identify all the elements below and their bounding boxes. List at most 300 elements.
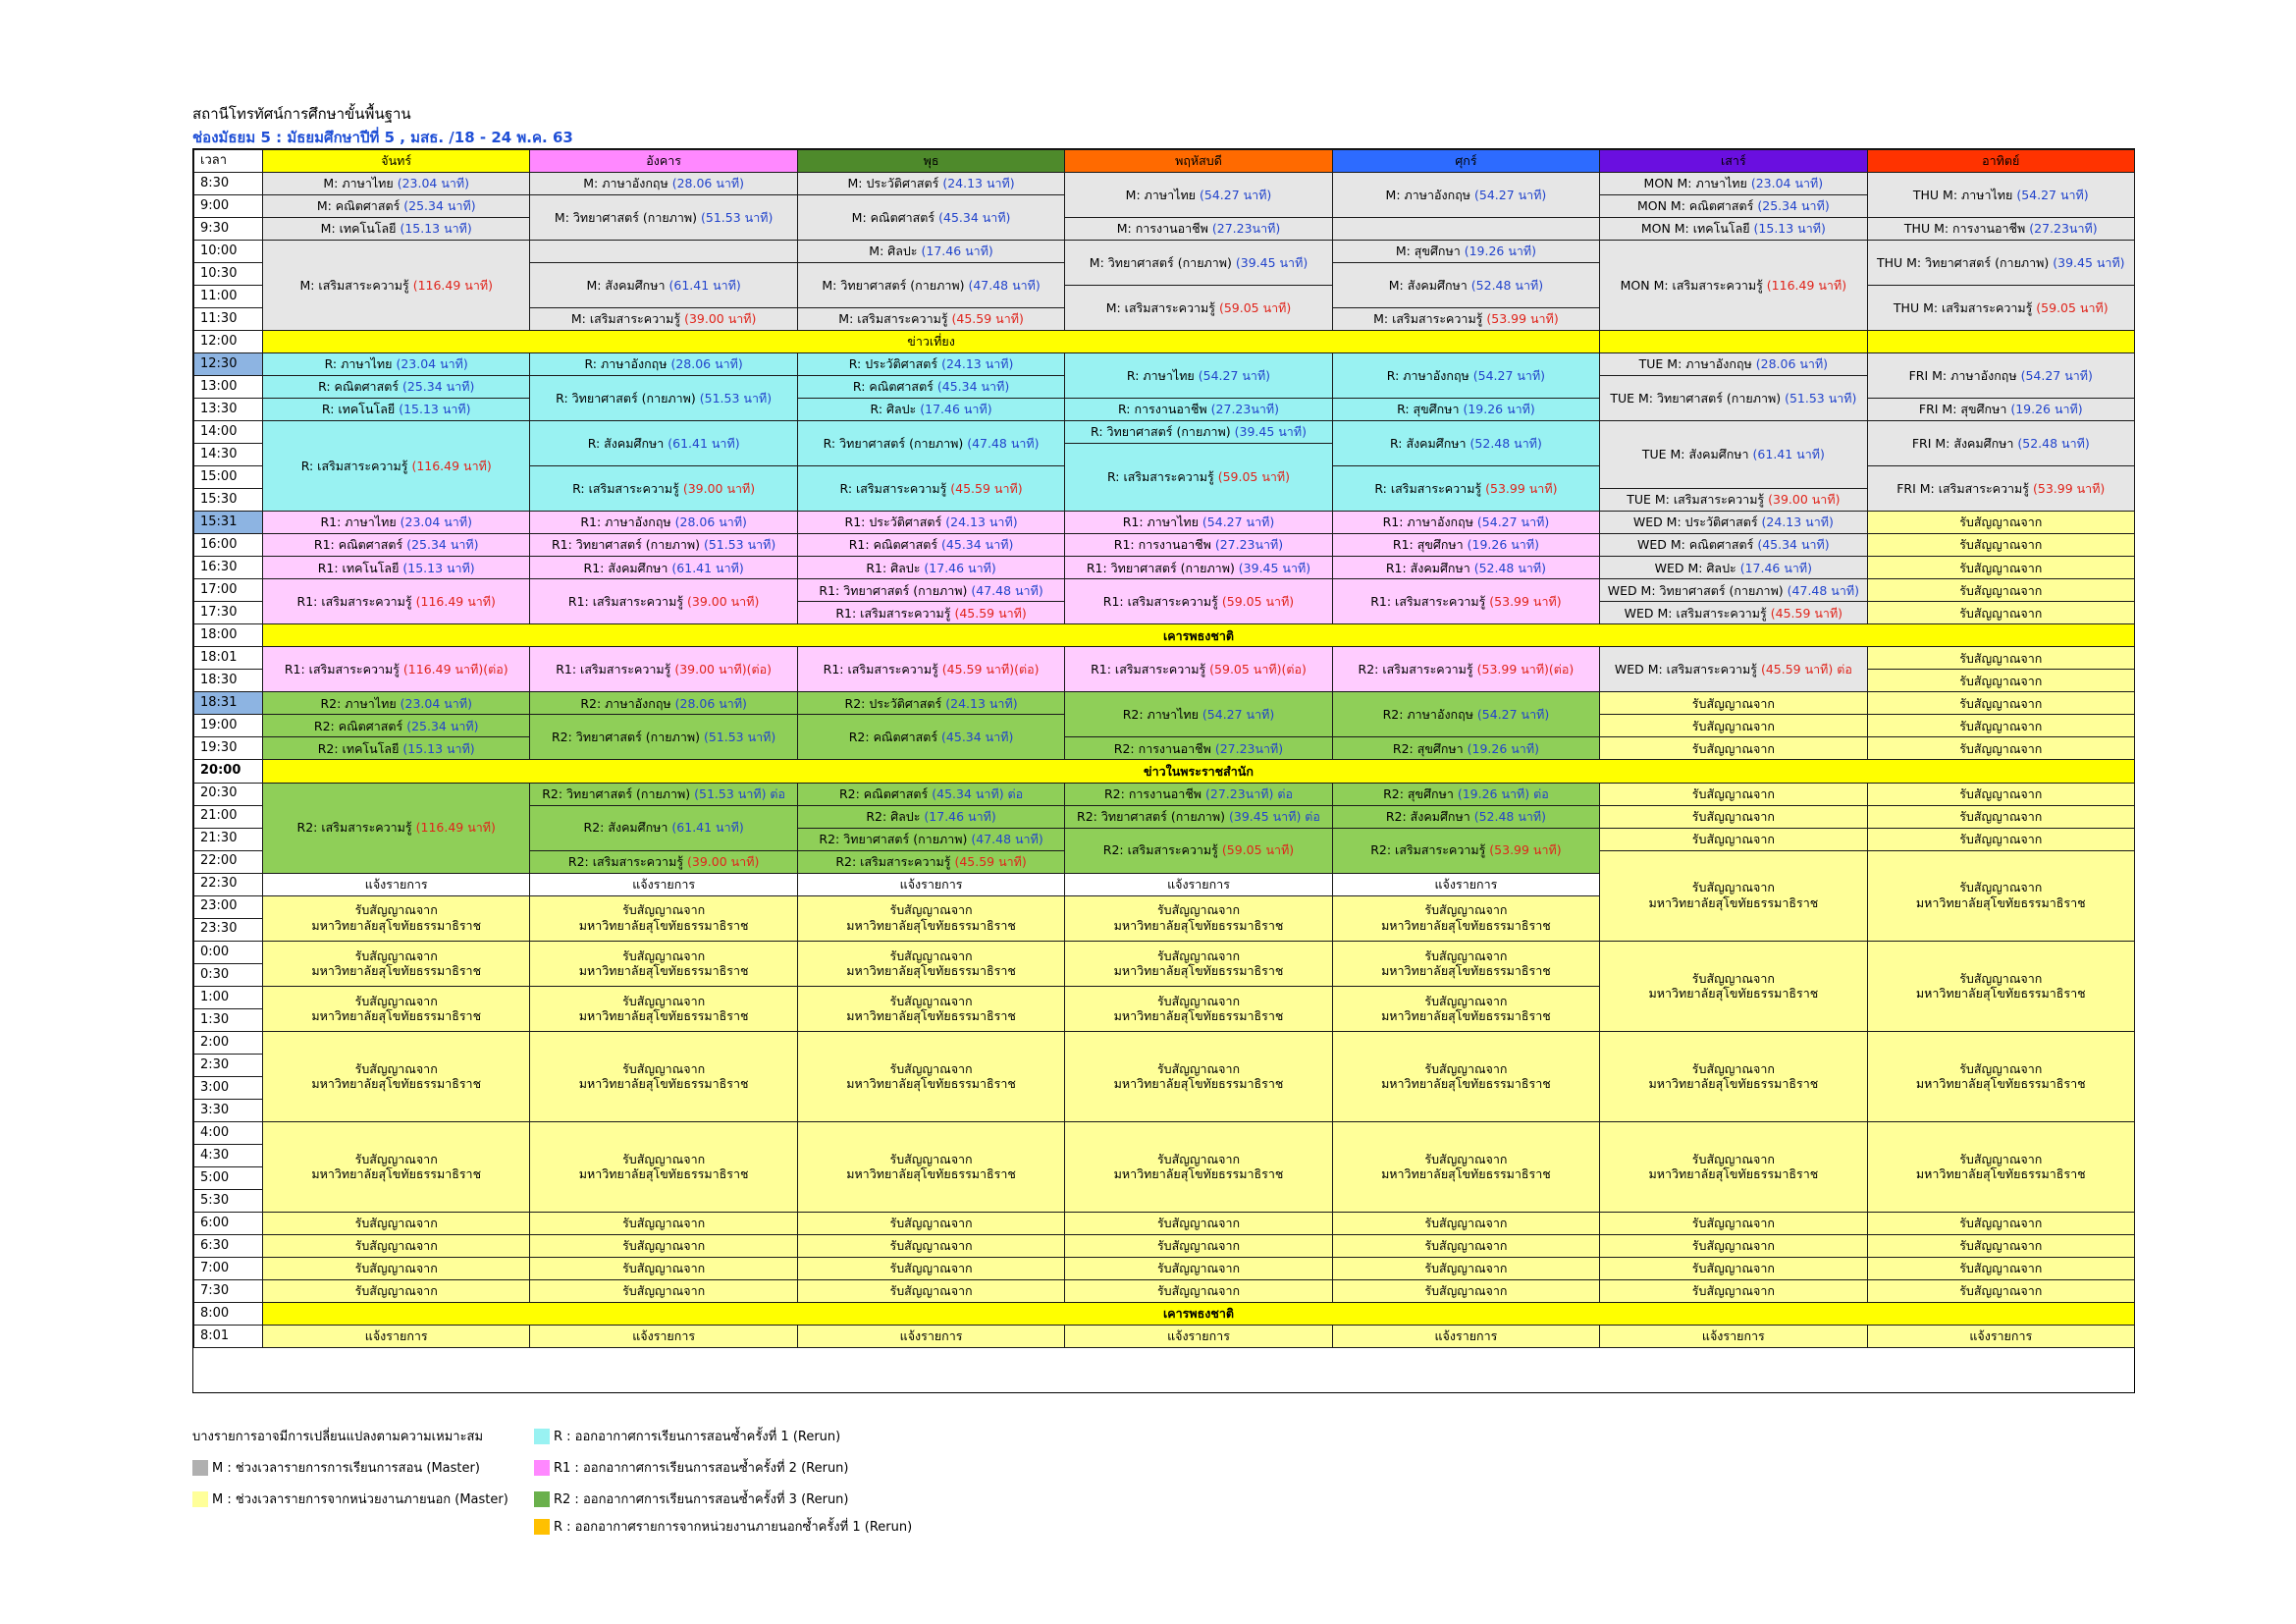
program-title: R2: เสริมสาระความรู้ xyxy=(567,853,684,869)
program-duration: (15.13 นาที) xyxy=(396,221,472,237)
program-cell xyxy=(797,895,1065,942)
program-cell xyxy=(262,217,530,241)
program-cell xyxy=(1332,1031,1600,1122)
program-duration: (24.13 นาที) xyxy=(1757,514,1834,530)
program-title: M: วิทยาศาสตร์ (กายภาพ) xyxy=(554,209,698,225)
program-duration: (25.34 นาที) xyxy=(1753,198,1830,214)
time-slot: 18:00 xyxy=(193,623,263,647)
program-cell xyxy=(1599,194,1867,218)
program-cell xyxy=(1064,646,1332,692)
program-title: M: การงานอาชีพ xyxy=(1116,221,1208,237)
program-cell xyxy=(1867,1031,2135,1122)
program-title: R1: วิทยาศาสตร์ (กายภาพ) xyxy=(551,537,700,553)
program-duration: (54.27 นาที) xyxy=(1196,187,1272,202)
time-slot: 16:30 xyxy=(193,556,263,579)
program-cell xyxy=(797,172,1065,195)
program-title: รับสัญญาณจาก xyxy=(1691,695,1775,711)
program-title: R1: คณิตศาสตร์ xyxy=(313,537,403,553)
program-duration: (19.26 นาที) ต่อ xyxy=(1453,785,1549,801)
program-cell xyxy=(1064,828,1332,874)
program-duration: (45.34 นาที) xyxy=(934,209,1011,225)
program-title: M: ประวัติศาสตร์ xyxy=(847,176,939,191)
program-title: R1: เสริมสาระความรู้ xyxy=(1102,594,1218,610)
program-duration: (24.13 นาที) xyxy=(937,356,1014,372)
program-title: R1: ภาษาไทย xyxy=(1122,514,1199,530)
program-title: รับสัญญาณจาก มหาวิทยาลัยสุโขทัยธรรมาธิราช xyxy=(1113,1151,1284,1182)
program-cell xyxy=(1599,217,1867,241)
program-cell xyxy=(262,398,530,421)
time-slot: 22:30 xyxy=(193,873,263,896)
time-slot: 0:00 xyxy=(193,941,263,964)
program-duration: (28.06 นาที) xyxy=(1751,356,1829,372)
program-cell xyxy=(1599,488,1867,512)
time-slot: 17:30 xyxy=(193,601,263,624)
legend-item-master xyxy=(192,1457,480,1478)
program-cell xyxy=(262,941,530,987)
program-duration: (19.26 นาที) xyxy=(2006,402,2083,417)
program-cell xyxy=(1599,172,1867,195)
program-cell xyxy=(1332,1121,1600,1213)
program-duration: (15.13 นาที) xyxy=(1749,221,1826,237)
program-duration: (17.46 นาที) xyxy=(916,402,992,417)
program-cell: รับสัญญาณจาก xyxy=(529,1279,797,1303)
program-title: R1: ภาษาอังกฤษ xyxy=(580,514,671,530)
program-cell xyxy=(262,194,530,218)
channel-org-title: สถานีโทรทัศน์การศึกษาขั้นพื้นฐาน xyxy=(192,105,411,123)
program-cell xyxy=(1599,420,1867,489)
program-cell xyxy=(529,262,797,308)
program-duration: (17.46 นาที) xyxy=(917,244,993,259)
program-title: R: ประวัติศาสตร์ xyxy=(848,356,938,372)
program-cell xyxy=(1867,217,2135,241)
program-duration: (39.45 นาที) ต่อ xyxy=(1225,808,1320,824)
program-duration: (15.13 นาที) xyxy=(399,740,475,756)
program-cell xyxy=(1599,850,1867,942)
program-cell xyxy=(262,714,530,737)
program-title: M: ภาษาอังกฤษ xyxy=(1385,187,1471,202)
program-title: R1: สุขศึกษา xyxy=(1392,537,1464,553)
program-cell xyxy=(1867,533,2135,557)
program-duration: (25.34 นาที) xyxy=(399,379,475,395)
program-cell xyxy=(1332,941,1600,987)
program-cell xyxy=(1599,330,1867,353)
program-title: TUE M: วิทยาศาสตร์ (กายภาพ) xyxy=(1610,390,1782,406)
program-title: M: เสริมสาระความรู้ xyxy=(299,277,409,293)
program-duration: (47.48 นาที) xyxy=(967,831,1043,846)
program-cell xyxy=(529,465,797,512)
legend-swatch xyxy=(192,1491,208,1507)
program-duration: (45.34 นาที) xyxy=(937,537,1014,553)
program-cell xyxy=(1867,398,2135,421)
program-title: รับสัญญาณจาก xyxy=(1959,514,2043,530)
program-title: R1: เสริมสาระความรู้ xyxy=(835,605,951,621)
program-title: รับสัญญาณจาก xyxy=(1959,740,2043,756)
program-title: รับสัญญาณจาก มหาวิทยาลัยสุโขทัยธรรมาธิราช xyxy=(578,993,749,1024)
program-title: แจ้งรายการ xyxy=(1167,876,1230,892)
program-cell xyxy=(797,1031,1065,1122)
program-title: THU M: วิทยาศาสตร์ (กายภาพ) xyxy=(1876,254,2050,270)
program-title: ข่าวในพระราชสำนัก xyxy=(1144,763,1254,779)
program-cell xyxy=(797,465,1065,512)
program-cell xyxy=(1599,736,1867,760)
program-duration: (51.53 นาที) xyxy=(697,209,774,225)
program-duration: (27.23นาที) xyxy=(1207,221,1281,237)
program-cell xyxy=(1064,1031,1332,1122)
program-title: R2: สังคมศึกษา xyxy=(583,820,668,836)
program-duration: (52.48 นาที) xyxy=(1469,808,1547,824)
program-duration: (45.59 นาที)(ต่อ) xyxy=(937,662,1040,677)
program-title: R2: คณิตศาสตร์ xyxy=(848,730,938,745)
program-title: FRI M: เสริมสาระความรู้ xyxy=(1896,480,2030,496)
program-cell xyxy=(529,1121,797,1213)
program-title: WED M: ศิลปะ xyxy=(1654,560,1736,575)
program-cell xyxy=(797,533,1065,557)
program-cell xyxy=(797,352,1065,376)
program-cell xyxy=(1599,601,1867,624)
program-title: รับสัญญาณจาก มหาวิทยาลัยสุโขทัยธรรมาธิราช xyxy=(846,993,1016,1024)
program-cell xyxy=(262,420,530,512)
program-title: รับสัญญาณจาก xyxy=(1959,582,2043,598)
program-cell xyxy=(262,511,530,534)
program-cell xyxy=(1332,511,1600,534)
program-title: R: เสริมสาระความรู้ xyxy=(1106,469,1214,485)
program-cell xyxy=(262,533,530,557)
program-duration: (27.23นาที) xyxy=(2025,221,2098,237)
program-cell xyxy=(1599,533,1867,557)
program-title: R2: เสริมสาระความรู้ xyxy=(1102,842,1218,858)
program-title: R2: การงานอาชีพ xyxy=(1104,785,1202,801)
program-cell xyxy=(262,375,530,399)
program-cell xyxy=(1867,783,2135,806)
program-title: THU M: การงานอาชีพ xyxy=(1903,221,2026,237)
day-header: พุธ xyxy=(797,149,1065,173)
program-cell: รับสัญญาณจาก xyxy=(797,1212,1065,1235)
program-cell xyxy=(1332,556,1600,579)
program-cell xyxy=(1064,895,1332,942)
program-duration: (54.27 นาที) xyxy=(1198,707,1275,723)
time-slot: 11:00 xyxy=(193,285,263,308)
program-title: รับสัญญาณจาก xyxy=(1959,650,2043,666)
program-title: M: ภาษาอังกฤษ xyxy=(583,176,668,191)
program-cell: รับสัญญาณจาก xyxy=(529,1257,797,1280)
schedule-subtitle: ช่องมัธยม 5 : มัธยมศึกษาปีที่ 5 , มสธ. /18 - 24 พ.ค. 63 xyxy=(192,129,573,146)
program-cell: แจ้งรายการ xyxy=(1064,1325,1332,1348)
program-cell xyxy=(1599,578,1867,602)
program-duration: (24.13 นาที) xyxy=(938,176,1015,191)
program-title: R2: สุขศึกษา xyxy=(1392,740,1464,756)
program-title: R2: ศิลปะ xyxy=(866,808,921,824)
program-duration: (23.04 นาที) xyxy=(396,514,472,530)
program-duration: (53.99 นาที) xyxy=(2029,480,2106,496)
program-title: M: สังคมศึกษา xyxy=(1388,277,1468,293)
program-duration: (45.59 นาที) xyxy=(946,480,1023,496)
program-cell xyxy=(1064,783,1332,806)
program-title: ข่าวเที่ยง xyxy=(907,334,955,350)
program-cell xyxy=(1599,646,1867,692)
program-duration: (116.49 นาที) xyxy=(407,458,492,473)
program-title: MON M: ภาษาไทย xyxy=(1643,176,1747,191)
program-cell xyxy=(797,805,1065,829)
legend-text: R : ออกอากาศการเรียนการสอนซ้ำครั้งที่ 1 (Rerun) xyxy=(554,1430,841,1444)
program-cell xyxy=(1867,736,2135,760)
time-slot: 15:31 xyxy=(193,511,263,534)
legend-text: R : ออกอากาศรายการจากหน่วยงานภายนอกซ้ำครั้งที่ 1 (Rerun) xyxy=(554,1520,913,1535)
program-cell xyxy=(529,850,797,874)
program-cell: รับสัญญาณจาก xyxy=(1599,1279,1867,1303)
program-duration: (39.45 นาที) xyxy=(1231,254,1308,270)
program-title: รับสัญญาณจาก มหาวิทยาลัยสุโขทัยธรรมาธิราช xyxy=(1381,1151,1551,1182)
program-title: R: สังคมศึกษา xyxy=(587,435,665,451)
program-title: รับสัญญาณจาก มหาวิทยาลัยสุโขทัยธรรมาธิราช xyxy=(311,993,482,1024)
program-cell xyxy=(1332,217,1600,241)
program-cell xyxy=(262,578,530,624)
program-cell: แจ้งรายการ xyxy=(262,1325,530,1348)
legend-item-external xyxy=(192,1489,508,1509)
program-title: R1: เสริมสาระความรู้ xyxy=(823,662,938,677)
program-duration: (25.34 นาที) xyxy=(402,718,479,733)
program-title: THU M: ภาษาไทย xyxy=(1912,187,2013,202)
program-title: แจ้งรายการ xyxy=(364,876,428,892)
program-cell xyxy=(1332,691,1600,737)
program-duration: (116.49 นาที)(ต่อ) xyxy=(399,662,508,677)
program-title: FRI M: สุขศึกษา xyxy=(1918,402,2007,417)
program-cell xyxy=(1332,398,1600,421)
program-cell xyxy=(797,307,1065,331)
anthem-banner: เคารพธงชาติ xyxy=(262,1302,2135,1326)
program-duration: (61.41 นาที) xyxy=(667,820,744,836)
schedule-grid xyxy=(192,148,2135,1393)
program-cell xyxy=(1332,172,1600,218)
legend-item-rerun3 xyxy=(534,1489,849,1509)
program-title: รับสัญญาณจาก มหาวิทยาลัยสุโขทัยธรรมาธิราช xyxy=(846,1060,1016,1092)
program-duration: (45.59 นาที) xyxy=(1766,605,1843,621)
program-title: รับสัญญาณจาก มหาวิทยาลัยสุโขทัยธรรมาธิราช xyxy=(311,1151,482,1182)
program-cell xyxy=(262,759,2135,783)
program-title: R2: สังคมศึกษา xyxy=(1385,808,1470,824)
program-title: รับสัญญาณจาก xyxy=(1691,718,1775,733)
program-title: TUE M: สังคมศึกษา xyxy=(1641,447,1749,462)
program-duration: (45.34 นาที) xyxy=(933,379,1010,395)
program-title: R: การงานอาชีพ xyxy=(1117,402,1207,417)
program-cell: รับสัญญาณจาก xyxy=(529,1212,797,1235)
program-title: FRI M: สังคมศึกษา xyxy=(1911,435,2014,451)
time-slot: 21:30 xyxy=(193,828,263,851)
program-cell xyxy=(797,578,1065,602)
program-title: รับสัญญาณจาก มหาวิทยาลัยสุโขทัยธรรมาธิราช xyxy=(578,902,749,934)
program-cell: รับสัญญาณจาก xyxy=(262,1212,530,1235)
program-cell xyxy=(262,736,530,760)
program-title: รับสัญญาณจาก มหาวิทยาลัยสุโขทัยธรรมาธิราช xyxy=(311,947,482,979)
program-cell xyxy=(1064,873,1332,896)
program-title: รับสัญญาณจาก xyxy=(1959,785,2043,801)
program-duration: (23.04 นาที) xyxy=(396,695,472,711)
time-slot: 3:00 xyxy=(193,1076,263,1100)
program-title: M: คณิตศาสตร์ xyxy=(316,198,400,214)
program-cell xyxy=(1867,850,2135,942)
time-slot: 7:30 xyxy=(193,1279,263,1303)
program-cell xyxy=(797,873,1065,896)
program-title: รับสัญญาณจาก xyxy=(1959,537,2043,553)
program-cell xyxy=(1064,420,1332,444)
program-cell xyxy=(1332,873,1600,896)
program-duration: (28.06 นาที) xyxy=(667,176,745,191)
program-cell xyxy=(1332,307,1600,331)
program-title: แจ้งรายการ xyxy=(1434,876,1498,892)
program-title: เคารพธงชาติ xyxy=(1163,627,1234,643)
program-duration: (39.45 นาที) xyxy=(1234,560,1311,575)
program-duration: (27.23นาที) xyxy=(1210,537,1284,553)
program-duration: (51.53 นาที) xyxy=(699,537,776,553)
legend-item-rerun2 xyxy=(534,1457,849,1478)
program-title: M: สังคมศึกษา xyxy=(586,277,666,293)
time-slot: 17:00 xyxy=(193,578,263,602)
program-duration: (27.23นาที) xyxy=(1206,402,1280,417)
program-title: WED M: ประวัติศาสตร์ xyxy=(1632,514,1758,530)
program-cell: รับสัญญาณจาก xyxy=(1332,1257,1600,1280)
time-slot: 2:00 xyxy=(193,1031,263,1055)
program-title: R: ภาษาไทย xyxy=(324,356,393,372)
program-cell xyxy=(1867,601,2135,624)
program-cell: แจ้งรายการ xyxy=(797,1325,1065,1348)
program-title: R: ศิลปะ xyxy=(870,402,917,417)
program-duration: (28.06 นาที) xyxy=(667,356,743,372)
program-title: รับสัญญาณจาก มหาวิทยาลัยสุโขทัยธรรมาธิราช xyxy=(1381,1060,1551,1092)
program-cell xyxy=(1064,941,1332,987)
program-cell xyxy=(1599,941,1867,1032)
day-header: พฤหัสบดี xyxy=(1064,149,1332,173)
program-cell: รับสัญญาณจาก xyxy=(1332,1212,1600,1235)
legend-item-external-rerun xyxy=(534,1516,912,1537)
program-cell xyxy=(529,375,797,421)
program-title: รับสัญญาณจาก มหาวิทยาลัยสุโขทัยธรรมาธิราช xyxy=(1915,970,2086,1001)
program-title: R1: ภาษาไทย xyxy=(320,514,397,530)
program-cell xyxy=(1867,240,2135,286)
day-header: เสาร์ xyxy=(1599,149,1867,173)
time-slot: 7:00 xyxy=(193,1257,263,1280)
program-cell xyxy=(1599,1031,1867,1122)
program-cell xyxy=(1064,511,1332,534)
program-duration: (45.34 นาที) xyxy=(937,730,1014,745)
time-slot: 22:00 xyxy=(193,850,263,874)
program-cell xyxy=(529,420,797,466)
program-cell xyxy=(1867,941,2135,1032)
program-cell xyxy=(529,646,797,692)
program-title: R: วิทยาศาสตร์ (กายภาพ) xyxy=(1091,424,1231,440)
day-header: อาทิตย์ xyxy=(1867,149,2135,173)
program-cell: รับสัญญาณจาก xyxy=(262,1234,530,1258)
program-title: R2: เสริมสาระความรู้ xyxy=(1358,662,1473,677)
program-cell xyxy=(529,895,797,942)
program-title: R2: ภาษาไทย xyxy=(320,695,397,711)
program-title: R1: ศิลปะ xyxy=(866,560,921,575)
program-duration: (116.49 นาที) xyxy=(411,594,496,610)
program-duration: (116.49 นาที) xyxy=(408,277,493,293)
program-title: R1: คณิตศาสตร์ xyxy=(848,537,938,553)
program-title: R1: เทคโนโลยี xyxy=(317,560,400,575)
program-title: R1: เสริมสาระความรู้ xyxy=(556,662,671,677)
program-cell: รับสัญญาณจาก xyxy=(1867,1257,2135,1280)
program-duration: (23.04 นาที) xyxy=(1746,176,1824,191)
program-title: R2: ภาษาอังกฤษ xyxy=(1382,707,1473,723)
program-title: R2: เสริมสาระความรู้ xyxy=(835,853,951,869)
legend-text: M : ช่วงเวลารายการการเรียนการสอน (Master) xyxy=(212,1461,480,1476)
program-cell: แจ้งรายการ xyxy=(1332,1325,1600,1348)
program-duration: (47.48 นาที) xyxy=(1783,582,1859,598)
program-cell xyxy=(529,805,797,851)
time-slot: 10:00 xyxy=(193,240,263,263)
day-header: อังคาร xyxy=(529,149,797,173)
program-cell xyxy=(1867,465,2135,512)
program-title: M: คณิตศาสตร์ xyxy=(851,209,935,225)
program-cell xyxy=(1332,646,1600,692)
program-duration: (17.46 นาที) xyxy=(1735,560,1813,575)
program-cell xyxy=(529,578,797,624)
program-cell xyxy=(529,873,797,896)
program-title: R2: เสริมสาระความรู้ xyxy=(1370,842,1486,858)
program-cell xyxy=(1064,285,1332,331)
program-duration: (54.27 นาที) xyxy=(1468,367,1546,383)
program-cell xyxy=(797,783,1065,806)
program-title: R: เสริมสาระความรู้ xyxy=(839,480,947,496)
program-cell: แจ้งรายการ xyxy=(1867,1325,2135,1348)
program-title: รับสัญญาณจาก มหาวิทยาลัยสุโขทัยธรรมาธิราช xyxy=(1648,970,1819,1001)
program-duration: (54.27 นาที) xyxy=(1470,187,1547,202)
program-title: R: ภาษาอังกฤษ xyxy=(1386,367,1469,383)
program-cell xyxy=(262,895,530,942)
program-cell xyxy=(529,556,797,579)
program-duration: (17.46 นาที) xyxy=(920,560,996,575)
program-duration: (45.59 นาที) xyxy=(947,311,1024,327)
program-cell xyxy=(1867,691,2135,715)
program-cell xyxy=(1867,420,2135,466)
program-cell xyxy=(1064,172,1332,218)
program-duration: (45.34 นาที) xyxy=(1753,537,1830,553)
program-cell xyxy=(1332,828,1600,874)
program-title: R2: วิทยาศาสตร์ (กายภาพ) xyxy=(551,730,700,745)
program-cell xyxy=(1332,262,1600,308)
program-duration: (54.27 นาที) xyxy=(1472,707,1550,723)
time-slot: 9:00 xyxy=(193,194,263,218)
program-cell xyxy=(1599,805,1867,829)
program-duration: (39.45 นาที) xyxy=(1230,424,1307,440)
program-title: R: เสริมสาระความรู้ xyxy=(300,458,408,473)
program-cell xyxy=(1064,352,1332,399)
program-cell: รับสัญญาณจาก xyxy=(1332,1234,1600,1258)
program-cell: รับสัญญาณจาก xyxy=(1867,1212,2135,1235)
time-slot: 12:30 xyxy=(193,352,263,376)
program-duration: (51.53 นาที) ต่อ xyxy=(690,785,786,801)
program-cell xyxy=(1599,1121,1867,1213)
program-duration: (54.27 นาที) xyxy=(1194,367,1271,383)
program-cell xyxy=(1599,511,1867,534)
program-title: R1: ภาษาอังกฤษ xyxy=(1382,514,1473,530)
program-duration: (61.41 นาที) xyxy=(1748,447,1825,462)
program-duration: (59.05 นาที) xyxy=(1217,842,1295,858)
time-slot: 6:00 xyxy=(193,1212,263,1235)
program-duration: (28.06 นาที) xyxy=(670,514,747,530)
program-cell xyxy=(1064,217,1332,241)
program-duration: (15.13 นาที) xyxy=(395,402,471,417)
program-title: R2: วิทยาศาสตร์ (กายภาพ) xyxy=(1077,808,1226,824)
time-slot: 8:30 xyxy=(193,172,263,195)
program-title: R: ภาษาไทย xyxy=(1126,367,1195,383)
time-slot: 19:30 xyxy=(193,736,263,760)
program-cell xyxy=(797,941,1065,987)
program-title: M: ศิลปะ xyxy=(869,244,918,259)
program-cell xyxy=(797,601,1065,624)
legend-text: R2 : ออกอากาศการเรียนการสอนซ้ำครั้งที่ 3 (Rerun) xyxy=(554,1492,849,1507)
program-title: R2: คณิตศาสตร์ xyxy=(313,718,403,733)
